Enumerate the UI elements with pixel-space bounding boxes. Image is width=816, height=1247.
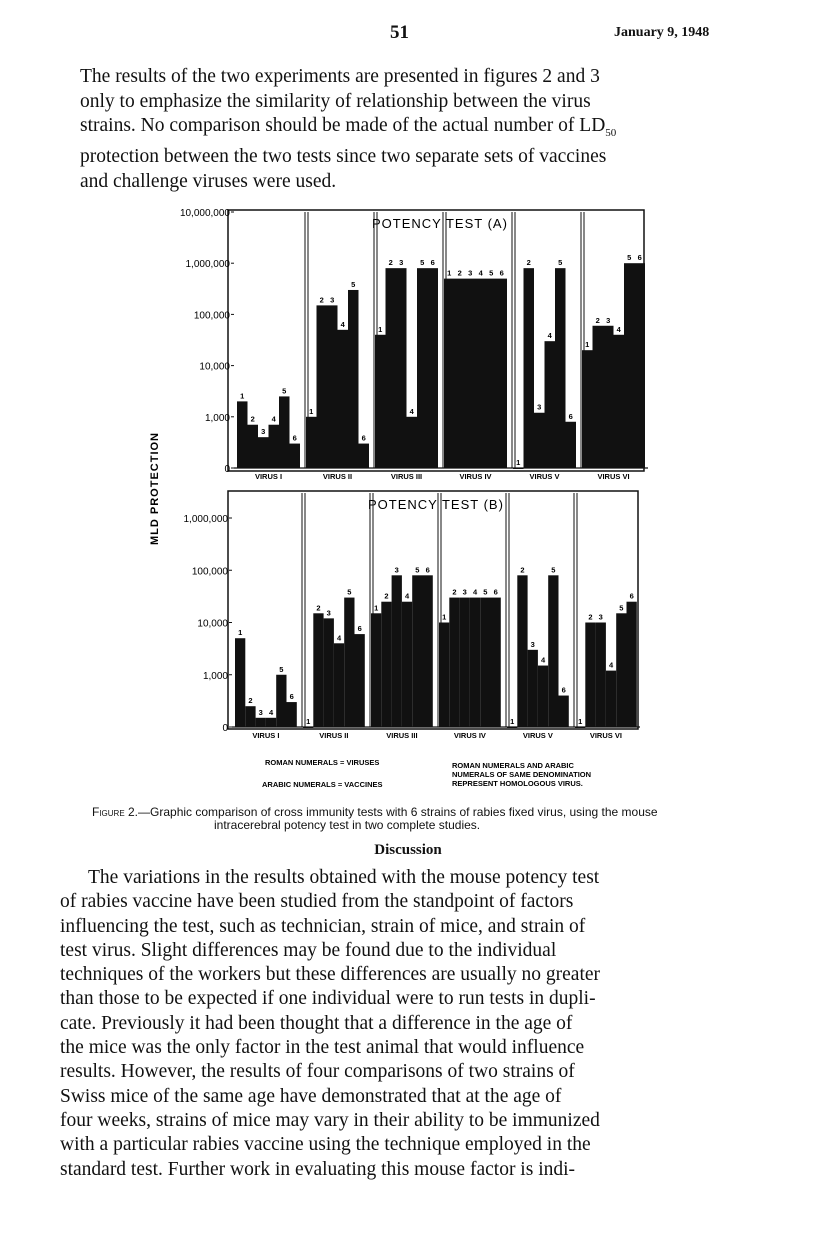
bar [585,623,595,728]
discussion-paragraph [60,866,710,1182]
bar [491,598,501,727]
y-tick-label: 100,000 [191,566,228,578]
bar [439,623,449,728]
discussion-line: than those to be expected if one individual were to run tests in dupli- [60,988,596,1010]
bar-label: 5 [351,279,356,289]
bar-label: 3 [326,608,331,618]
bar [455,279,466,468]
intro-line: and challenge viruses were used. [80,170,337,192]
bar [266,718,276,727]
bar-label: 2 [250,414,255,424]
panel-b-title: POTENCY TEST (B) [368,497,504,512]
bar-label: 6 [499,268,504,278]
bar [559,696,569,727]
bar [256,718,266,727]
bar-label: 5 [420,258,425,268]
bar [375,335,386,468]
bar-label: 1 [447,268,452,278]
legend-homologous-3: REPRESENT HOMOLOGOUS VIRUS. [452,779,583,788]
group-label: VIRUS IV [459,472,492,481]
y-tick-label: 1,000 [204,412,230,424]
bar [627,602,637,727]
group-label: VIRUS I [254,472,283,481]
figure-caption [92,806,722,832]
bar [428,268,439,468]
group-label: VIRUS II [322,472,353,481]
bar [616,613,626,727]
bar [245,706,255,727]
bar [534,413,545,468]
group-label: VIRUS VI [597,472,630,481]
bar-label: 1 [309,406,314,416]
bar-label: 6 [493,587,498,597]
discussion-line: standard test. Further work in evaluating this mouse factor is indi- [60,1158,576,1180]
bar [279,396,290,468]
discussion-line: Swiss mice of the same age have demonstrated that at the age of [60,1085,562,1107]
bar [528,650,538,727]
caption-line-2: intracerebral potency test in two complete studies. [214,818,481,832]
legend-homologous-1: ROMAN NUMERALS AND ARABIC [452,761,574,770]
bar-label: 2 [248,696,253,706]
bar [235,638,245,727]
bar [412,575,422,727]
bar-label: 2 [316,603,321,613]
bar-label: 5 [558,258,563,268]
bar-label: 3 [468,268,473,278]
y-axis-label: MLD PROTECTION [149,432,161,545]
bar-label: 5 [627,253,632,263]
y-tick-label: 10,000 [197,618,228,630]
discussion-line: test virus. Slight differences may be found due to the individual [60,939,557,961]
bar [338,330,349,468]
bar-label: 1 [442,612,447,622]
bar [603,326,614,468]
intro-line: protection between the two tests since two separate sets of vaccines [80,146,607,168]
bar [313,613,323,727]
y-tick-label: 10,000,000 [179,208,230,219]
panel-a-title: POTENCY TEST (A) [372,216,508,231]
bar [237,401,248,468]
bar-label: 5 [551,565,556,575]
bar-label: 4 [336,633,342,643]
bar-label: 2 [595,315,600,325]
bar-label: 1 [238,628,243,638]
discussion-line: cate. Previously it had been thought that a difference in the age of [60,1012,573,1034]
discussion-line: influencing the test, such as technician, strain of mice, and strain of [60,915,586,937]
bar [538,666,548,727]
y-tick-label: 0 [222,723,228,734]
bar-label: 1 [578,717,583,726]
bar-label: 1 [516,458,521,467]
bar [582,350,593,468]
bar-label: 3 [258,707,263,717]
bar-label: 5 [489,268,494,278]
bar-label: 3 [330,295,335,305]
bar-label: 3 [606,315,611,325]
bar [486,279,497,468]
bar-label: 6 [357,624,362,634]
bar-label: 2 [457,268,462,278]
bar-label: 4 [409,406,414,416]
discussion-line: the mice was the only factor in the test animal that would influence [60,1037,585,1059]
panel-b [184,491,641,740]
bar [290,444,301,468]
bar [460,598,470,727]
bar [513,468,524,469]
bar-label: 2 [520,565,525,575]
bar [317,305,328,468]
bar [355,634,365,727]
bar [396,268,407,468]
bar [624,263,635,468]
bar-label: 5 [619,603,624,613]
bar [593,326,604,468]
bar [348,290,359,468]
discussion-line: four weeks, strains of mice may vary in their ability to be immunized [60,1109,600,1131]
group-label: VIRUS V [529,472,560,481]
bar-label: 6 [289,692,294,702]
bar [258,437,269,468]
bar [306,417,317,468]
bar [614,335,625,468]
bar [476,279,487,468]
bar-label: 1 [374,603,379,613]
bar [545,341,556,468]
group-label: VIRUS IV [453,731,486,740]
legend-homologous-2: NUMERALS OF SAME DENOMINATION [452,770,592,779]
bar-label: 3 [261,427,266,437]
bar [596,623,606,728]
bar [465,279,476,468]
bar [635,263,646,468]
bar [327,305,338,468]
bar-label: 5 [282,386,287,396]
bar-label: 2 [526,258,531,268]
bar [324,618,334,727]
bar-label: 4 [478,268,483,278]
bar-label: 6 [561,685,566,695]
bar-label: 5 [347,587,352,597]
bar-label: 3 [399,258,404,268]
bar-label: 2 [452,587,457,597]
bar-label: 2 [319,295,324,305]
group-label: VIRUS I [252,731,280,740]
bar [575,727,585,728]
bar [497,279,508,468]
bar-label: 6 [568,411,573,421]
issue-date: January 9, 1948 [614,25,710,40]
bar [517,575,527,727]
bar-label: 2 [384,591,389,601]
bar [371,613,381,727]
group-label: VIRUS III [386,731,418,740]
bar-label: 1 [378,324,383,334]
ld-subscript: 50 [605,126,617,139]
y-tick-label: 10,000 [199,361,230,373]
bar [303,727,313,728]
bar-label: 5 [415,565,420,575]
bar [359,444,370,468]
discussion-line: results. However, the results of four comparisons of two strains of [60,1061,575,1083]
discussion-line: with a particular rabies vaccine using the technique employed in the [60,1134,591,1156]
bar [423,575,433,727]
panel-a [180,208,648,481]
page-number: 51 [390,22,409,43]
intro-line: strains. No comparison should be made of the actual number of $LD_{50}$ [80,115,617,139]
bar-label: 1 [585,340,590,350]
bar-label: 1 [306,717,311,726]
bar [524,268,535,468]
intro-line: only to emphasize the similarity of relationship between the virus [80,90,591,112]
bar-label: 4 [404,591,410,601]
bar-label: 6 [425,565,430,575]
discussion-line: techniques of the workers but these differences are usually no greater [60,964,601,986]
bar [407,417,418,468]
group-label: VIRUS III [390,472,423,481]
bar [392,575,402,727]
bar-label: 6 [637,253,642,263]
bar-label: 6 [430,258,435,268]
group-label: VIRUS VI [589,731,622,740]
bar [444,279,455,468]
bar-label: 2 [388,258,393,268]
bar-label: 4 [616,324,621,334]
y-tick-label: 1,000 [202,670,228,682]
bar-label: 1 [240,391,245,401]
bar [417,268,428,468]
bar [248,425,259,468]
bar-label: 3 [530,639,535,649]
bar [269,425,280,468]
bar-label: 6 [361,433,366,443]
bar [606,671,616,727]
bar-label: 3 [537,402,542,412]
bar-label: 4 [540,655,546,665]
bar-label: 1 [510,717,515,726]
bar [287,702,297,727]
discussion-line: The variations in the results obtained with the mouse potency test [88,867,600,888]
bar-label: 4 [608,660,614,670]
intro-line: The results of the two experiments are presented in figures 2 and 3 [80,66,600,87]
bar-label: 3 [598,612,603,622]
bar [276,675,286,727]
y-tick-label: 1,000,000 [185,259,230,271]
bar-label: 6 [629,591,634,601]
y-tick-label: 100,000 [193,310,230,322]
bar [402,602,412,727]
bar-label: 4 [472,587,478,597]
bar-label: 4 [547,331,552,341]
legend-arabic: ARABIC NUMERALS = VACCINES [262,780,383,789]
bar [470,598,480,727]
bar [386,268,397,468]
bar [555,268,566,468]
bar-label: 3 [394,565,399,575]
bar-label: 6 [292,433,297,443]
group-label: VIRUS V [522,731,553,740]
bar [449,598,459,727]
bar [507,727,517,728]
caption-line-1: —Graphic comparison of cross immunity tests with 6 strains of rabies fixed virus, using the mouse [138,805,658,819]
bar-label: 4 [271,414,276,424]
bar [566,422,577,468]
bar-label: 4 [340,319,345,329]
caption-prefix: Figure 2. [92,805,139,819]
bar-label: 5 [279,664,284,674]
bar [344,598,354,727]
bar [548,575,558,727]
y-tick-label: 1,000,000 [183,514,228,525]
bar-label: 3 [462,587,467,597]
discussion-line: of rabies vaccine have been studied from the standpoint of factors [60,891,574,913]
legend-roman: ROMAN NUMERALS = VIRUSES [265,758,380,767]
bar [334,643,344,727]
bar-label: 2 [588,612,593,622]
y-tick-label: 0 [224,464,230,475]
bar-label: 5 [483,587,488,597]
group-label: VIRUS II [319,731,349,740]
bar [480,598,490,727]
discussion-heading: Discussion [374,842,442,858]
bar [381,602,391,727]
bar-label: 4 [268,707,274,717]
